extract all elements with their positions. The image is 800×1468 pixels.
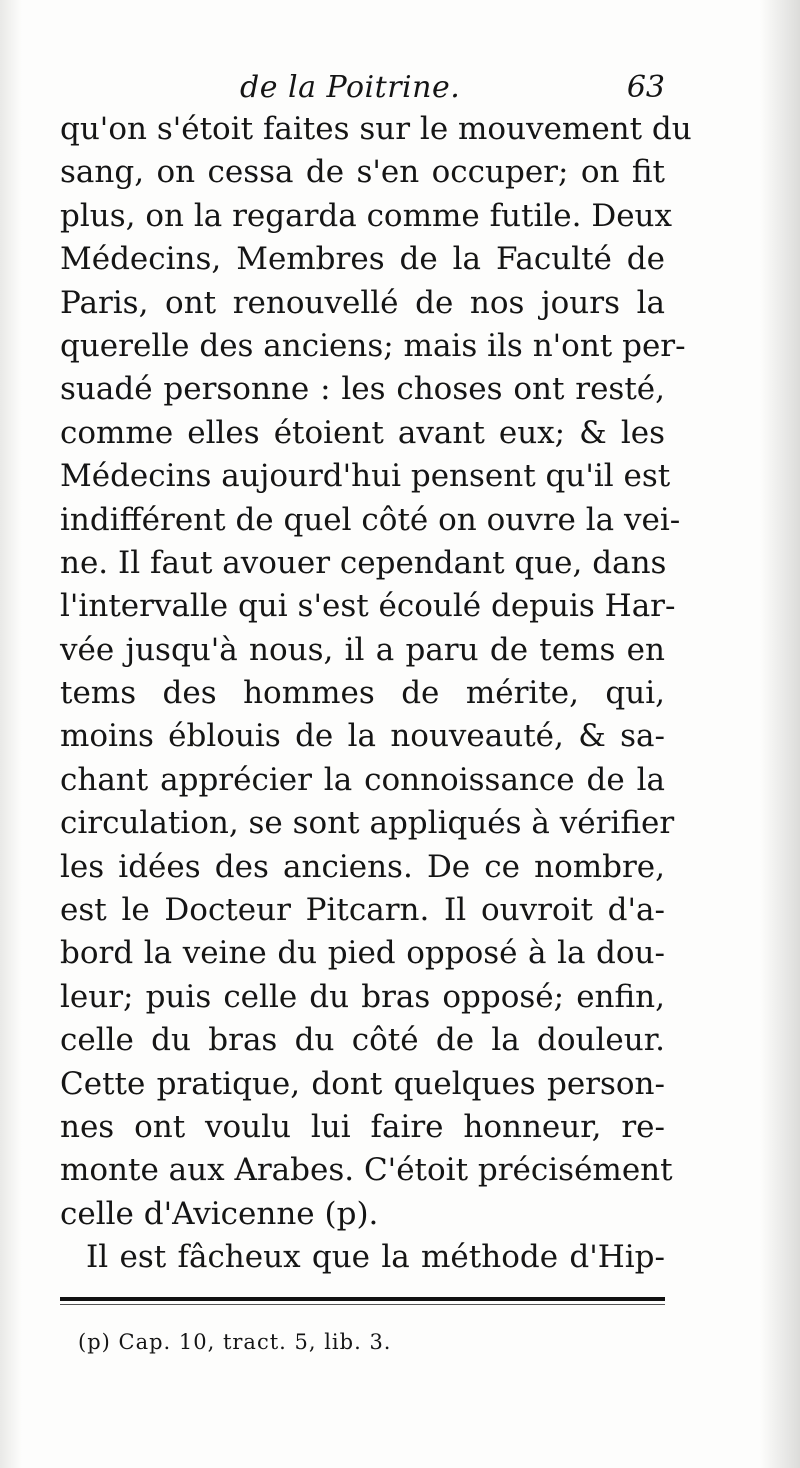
text-line: vée jusqu'à nous, il a paru de tems en bbox=[60, 631, 665, 668]
body-text bbox=[60, 108, 692, 1280]
text-line: Médecins, Membres de la Faculté de bbox=[60, 241, 665, 278]
footnote: (p) Cap. 10, tract. 5, lib. 3. bbox=[78, 1330, 392, 1354]
page-header bbox=[60, 70, 665, 110]
text-line: leur; puis celle du bras opposé; enfin, bbox=[60, 978, 665, 1015]
footnote-rule-thin bbox=[60, 1304, 665, 1305]
text-line: monte aux Arabes. C'étoit précisément bbox=[60, 1152, 673, 1189]
page-shadow-right bbox=[760, 0, 800, 1468]
text-line: suadé personne : les choses ont resté, bbox=[60, 371, 665, 408]
footnote-rule bbox=[60, 1297, 665, 1301]
text-line: chant apprécier la connoissance de la bbox=[60, 761, 665, 798]
text-line: Cette pratique, dont quelques person- bbox=[60, 1065, 665, 1102]
text-line: moins éblouis de la nouveauté, & sa- bbox=[60, 718, 665, 755]
page-shadow-left bbox=[0, 0, 22, 1468]
text-line: l'intervalle qui s'est écoulé depuis Har- bbox=[60, 588, 676, 625]
text-line: ne. Il faut avouer cependant que, dans bbox=[60, 544, 667, 581]
text-line: Il est fâcheux que la méthode d'Hip- bbox=[86, 1239, 665, 1276]
text-line: est le Docteur Pitcarn. Il ouvroit d'a- bbox=[60, 892, 665, 929]
text-line: les idées des anciens. De ce nombre, bbox=[60, 848, 665, 885]
text-line: sang, on cessa de s'en occuper; on fit bbox=[60, 154, 665, 191]
text-line: plus, on la regarda comme futile. Deux bbox=[60, 197, 673, 234]
text-line: celle d'Avicenne (p). bbox=[60, 1195, 379, 1232]
text-line: comme elles étoient avant eux; & les bbox=[60, 414, 665, 451]
page-number: 63 bbox=[626, 70, 665, 105]
text-line: tems des hommes de mérite, qui, bbox=[60, 675, 665, 712]
text-line: circulation, se sont appliqués à vérifier bbox=[60, 805, 675, 842]
text-line: indifférent de quel côté on ouvre la vei- bbox=[60, 501, 681, 538]
text-line: nes ont voulu lui faire honneur, re- bbox=[60, 1108, 665, 1145]
text-line: querelle des anciens; mais ils n'ont per- bbox=[60, 327, 686, 364]
text-line: Paris, ont renouvellé de nos jours la bbox=[60, 284, 665, 321]
text-line: Médecins aujourd'hui pensent qu'il est bbox=[60, 458, 671, 495]
running-title: de la Poitrine. bbox=[240, 70, 461, 105]
text-line: bord la veine du pied opposé à la dou- bbox=[60, 935, 665, 972]
text-line: qu'on s'étoit faites sur le mouvement du bbox=[60, 111, 692, 147]
text-line: celle du bras du côté de la douleur. bbox=[60, 1022, 665, 1059]
